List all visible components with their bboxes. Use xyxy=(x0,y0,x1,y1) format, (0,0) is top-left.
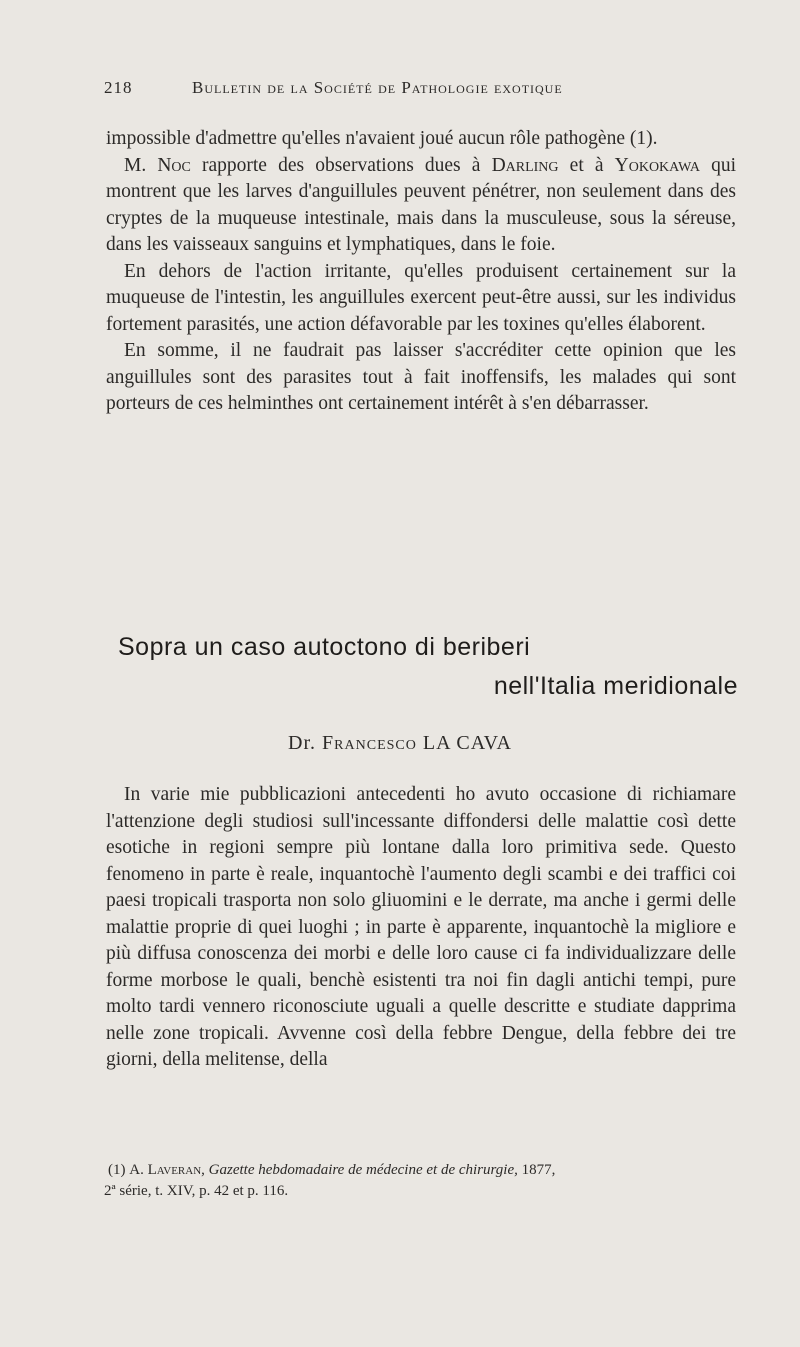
text-span: qui montrent que les larves d'anguillules peuvent pénétrer, non seulement dans des cryptes de la muqueuse intestinale, mais dans la musculeuse, sous la séreuse, dans les vaisseaux sanguins et lymphatiques, dans le foie. xyxy=(106,154,736,255)
paragraph-action: En dehors de l'action irritante, qu'elles produisent certainement sur la muqueuse de l'intestin, les anguillules exercent peut-être aussi, sur les individus fortement parasités, une action défavorable par les toxines qu'elles élaborent. xyxy=(106,260,736,335)
author-prefix: Dr. xyxy=(288,732,317,754)
footnote-year: 1877, xyxy=(521,1162,556,1178)
footnote-details: 2ª série, t. XIV, p. 42 et p. 116. xyxy=(104,1183,289,1199)
footnote-journal: Gazette hebdomadaire de médecine et de chirurgie, xyxy=(208,1162,518,1178)
article-body-paragraph: In varie mie pubblicazioni antecedenti ho avuto occasione di richiamare l'attenzione degli studiosi sull'incessante diffondersi delle malattie così dette esotiche in regioni sempre più lontane dalla loro primitiva sede. Questo fenomeno in parte è reale, inquantochè l'aumento degli scambi e dei traffici coi paesi tropicali trasporta non solo gliuomini e le derrate, ma anche i germi delle malattie proprie di quei luoghi ; in parte è apparente, inquantochè la migliore e più diffusa conoscenza dei morbi e delle loro cause ci fa individualizzare delle forme morbose le quali, benchè esistenti tra noi fin dagli antichi tempi, pure molto tardi vennero riconosciute uguali a quelle descritte e studiate dapprima nelle zone tropicali. Avvenne così della febbre Dengue, della febbre dei tre giorni, della melitense, della xyxy=(106,784,736,1070)
author-last-name: LA CAVA xyxy=(422,732,512,754)
footnote xyxy=(104,1160,744,1202)
author-noc: M. Noc xyxy=(124,154,191,176)
article-byline xyxy=(0,732,800,755)
text-span: et à xyxy=(558,154,615,176)
paragraph-noc xyxy=(106,153,736,259)
paragraph-continued: impossible d'admettre qu'elles n'avaient joué aucun rôle pathogène (1). xyxy=(106,128,658,149)
italian-text-block xyxy=(106,782,736,1074)
journal-title: Bulletin de la Société de Pathologie exotique xyxy=(192,78,563,97)
text-span: rapporte des observations dues à xyxy=(190,154,492,176)
french-text-block xyxy=(106,126,736,418)
footnote-author: A. Laveran, xyxy=(129,1162,205,1178)
author-yokokawa: Yokokawa xyxy=(614,154,700,176)
footnote-marker: (1) xyxy=(108,1162,126,1178)
page-number: 218 xyxy=(104,78,133,97)
article-title-line1: Sopra un caso autoctono di beriberi xyxy=(118,633,531,661)
author-darling: Darling xyxy=(491,154,559,176)
author-first-name: Francesco xyxy=(322,732,417,754)
article-title-line2: nell'Italia meridionale xyxy=(493,672,738,700)
paragraph-conclusion: En somme, il ne faudrait pas laisser s'accréditer cette opinion que les anguillules sont des parasites tout à fait inoffensifs, les malades qui sont porteurs de ces helminthes ont certainement intérêt à s'en débarrasser. xyxy=(106,340,736,414)
footnote-line xyxy=(104,1160,744,1181)
